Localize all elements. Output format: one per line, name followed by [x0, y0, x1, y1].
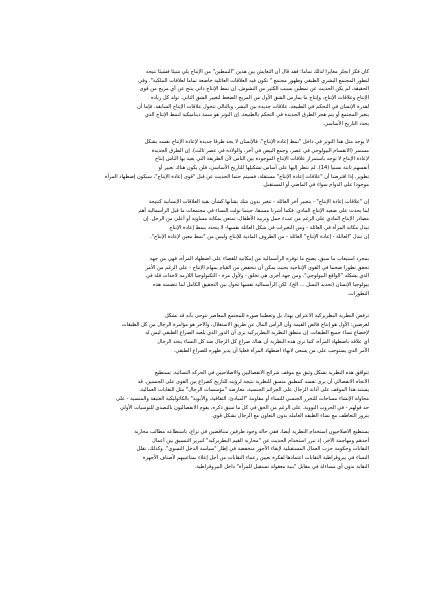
- text-line: أي علاقة باضطهاد المرأة، كما ترى هذه النظرية أن هناك صراع كل الرجال ضد كل النساء يتخذ الرجال: [157, 339, 369, 346]
- text-line: النقابات وحكومة حزب العمال المستقبلية لإبقاء الأجور منخفضة في إطار "سياسة الدخل النسوي". وكذلك، تقلل: [136, 446, 369, 453]
- text-line: ترفض النظرية البطريركية الاعتراف بهذا، بل وتعطينا صورة للمجتمع المعاصر تتوحى بأنه قد تشكل: [165, 313, 369, 319]
- text-line: الأمر الذي يستوجب على من يسعى لانهاء اضطهاد المرأة فعليا أن يدير ظهره للصراع الطبقي.: [173, 347, 369, 354]
- paragraph-5: [56, 312, 369, 355]
- paragraph-1: [56, 68, 369, 129]
- text-line: تبدل مكانة المرأة في العائلة - ومن التغيرات في شكل العائلة نفسها- لا يتحدد بنمط إعادة الإنتاج: [169, 225, 369, 232]
- text-line: لقدرة الإنسان في التحكم في الطبيعة، علاقات جديدة بين البشر، وبالتالي تتحول علاقات الإنتاج السابقة. فإما أن: [137, 103, 369, 110]
- text-line: لإخضاع نساء جميع الطبقات. إن منطق النظرية البطريركية يرى أن الدور الذي يلعبه الصراع الطبقي ليس له: [145, 330, 369, 337]
- text-line: كان فكر انجلز مغايرا لذلك تماما: فقد قال أن التعايش بين هذين "النمطين" من الإنتاج يلي شيئا فشيئا نتيجة: [145, 69, 369, 75]
- text-line: يتغير المجتمع أو يتم هجر الطرق الجديدة في التحكم بالطبيعة. إن التوتر هو سمة ديناميكية لنمط الإنتاج الذي: [144, 112, 369, 119]
- paragraph-2: [56, 138, 369, 190]
- text-line: التطورات.: [347, 290, 369, 297]
- text-line: لتطور المجتمع البشري الطبقي وظهور مجتمع " تكون فيه العلاقات العائلية خاضعة تماما لعلاقات الملكية". وفي: [138, 77, 369, 84]
- text-line: لا يوجد مثل هذا التوتر في داخل "نمط إعادة الإنتاج". فالإنسان لا يجد طرقا جديدة لإعادة الإنتاج نفسه بشكل: [144, 139, 369, 145]
- text-line: النقابة بدون أي مساءلة في مقابل "بنية معقولة تستقبل للمرأة" داخل البيروقراطية.: [194, 463, 369, 470]
- paragraph-4: [56, 255, 369, 298]
- text-line: إن تبدل "العائلة - إعادة الإنتاج" العائلة - من الظروف المادية للإنتاج وليس من "نمط معين لإعادة الإنتاج".: [150, 233, 369, 240]
- text-line: موجودا على الدوام سواء في الماضي أو المستقبل.: [262, 182, 369, 189]
- text-line: تطوير. إذا افترضنا أن "علاقات إعادة الإنتاج" مستقلة، فسيتم حتما الحديث عن قبل "قوى إعادة الإنتاج"، سيكون إضطهاد المرأة: [104, 173, 369, 180]
- text-line: لغرضين: الأول هو إنتاج فائض القيمة وأن الرأس المال عن طريق الاستغلال، والآخر هو مؤامرة الرجال من كل الطبقات: [121, 321, 369, 328]
- text-line: بمجرد استيعاب ما سبق، يصبح ما توفره الرأسمالية من إمكانية للقضاء على اضطهاد المرأة، فهي من جهة: [149, 256, 369, 262]
- paragraph-7: [56, 428, 369, 471]
- text-line: يحدد التاريخ الأساسي.: [322, 121, 369, 128]
- text-line: أنفسهم ثابتة نسبيا (14). لم تنظر إليها على أساس تشكيلها للتاريخ الأساسي، فلن يكون هناك تغيير أو: [158, 165, 369, 172]
- text-line: يستطيع الاصلاحيون استخدام النظرية أيضا، ففي حالة وجود طرفين متناقضين في نزاع، باستطاعة مطالب محاربة: [134, 429, 369, 435]
- text-line: الذي يشكله "الواقع البيولوجي". ومن جهة أخرى هي تخلق - ولأول مرة - التكنولوجيا اللازمة لاحداث قلة في: [145, 273, 369, 280]
- text-line: الاتجاه الانفصالي أن يرى نفسه كمطبق متسق للنظرية نتيجة لرؤيته للتاريخ كصراع بين القوى على الجنسين. قد: [137, 378, 369, 385]
- text-line: إن "علاقات إعادة الإنتاج" - بتعبير آخر العائلة - تتغير بدون شك بشأنها كشأن بقية العلاقات الإنسانية كنتيجة: [148, 199, 369, 205]
- text-line: يستند هذا الموقف على أدانة الرجال على الجرائم الجنسية، معارضة "مؤسسات الرجال" مثل النقابات العمالية،: [139, 387, 369, 394]
- text-line: لإعادة الإنتاج لا توجه باستمرار علاقات الإنتاج الموجودة بين الناس لأن الطريقة التي يعيد بها الناس إنتاج: [154, 156, 369, 163]
- text-line: الإنتاج وعلاقات الإنتاج، وإنتاج ما يمارس الشق الأول من المزيج الضغط لتغيير الشق الثاني. تولد كل زيادة: [150, 95, 369, 102]
- text-line: محاولة الإنشاء مساحات للتحرر الجنسي للنساء أو مقاومة "المبادئ، الثقافية، والأبوية" بالكاثوليكية العتيقة والمنسية - على: [116, 396, 369, 403]
- text-line: تحقق تطورا ضخما في القوى الإنتاجية بحيث يمكن أن تنخفض من القيام بمهام الإنتاج - على الرغم من الأمر: [145, 264, 369, 271]
- text-line: بتروز التعاطف مع نساء الطبقة العاملة بدون التعاون مع الرجال بشكل قوي.: [211, 413, 369, 420]
- text-line: أحدهم ومهاجمة الآخر، إذ تبرر استخدام الحديث عن "محاربة القيم البطريركية" لتبرير التنسيق بين أعمال: [151, 437, 369, 444]
- paragraph-3: [56, 198, 369, 241]
- text-line: بيولوجيا الإنسان (تحديد النسل ... الخ). لكن الرأسمالية تفسها تحول بين التحقيق الكامل لما تتضمنه هذه: [152, 282, 369, 289]
- text-line: الحقيقة، لم يكن الحديث عن نمطين بسبب الكثير من التشوش. إن نمط الإنتاج ذاتي ينتج عن أي مزيج من قوى: [139, 86, 369, 93]
- text-line: تتوافق هذه النظرية بشكل وثيق مع موقف شرائح الانفصاليين والاصلاحيين في الحركة النسائية. يستطيع: [154, 370, 369, 376]
- text-line: لما يحدث على صعيد الإنتاج المادي. فكما أشرنا مسبقا، حينما تولت النساء في مجتمعات ما قبل الرأسمالية أهم: [138, 207, 369, 214]
- text-line: النساء في بيروقراطية النقابات اعتمادها لفكرة تعيين زعماء النقابات من أجل إعلاء بمتاعيبهم لأصناف الأجهزة: [142, 455, 369, 462]
- text-line: حد قولهم - في الحروب النووية. على الرغم من الحق في كل ما سبق ذكره، يقوم الانفصاليون بالتصدي للتوسيات الأولي: [120, 404, 369, 411]
- text-line: مصادر الإنتاج المادي على الرغم من عبء حمل وتربية الأطفال، تمتعن بمكانة مساوية أو أعلى من الرجل. إن: [143, 216, 369, 223]
- paragraph-6: [56, 369, 369, 421]
- text-line: مستمر (الانقسام البيولوجي في عصر، وجمع البيض في آخر، والولادة في عصر ثالث). إن الطرق الجديدة: [151, 147, 369, 154]
